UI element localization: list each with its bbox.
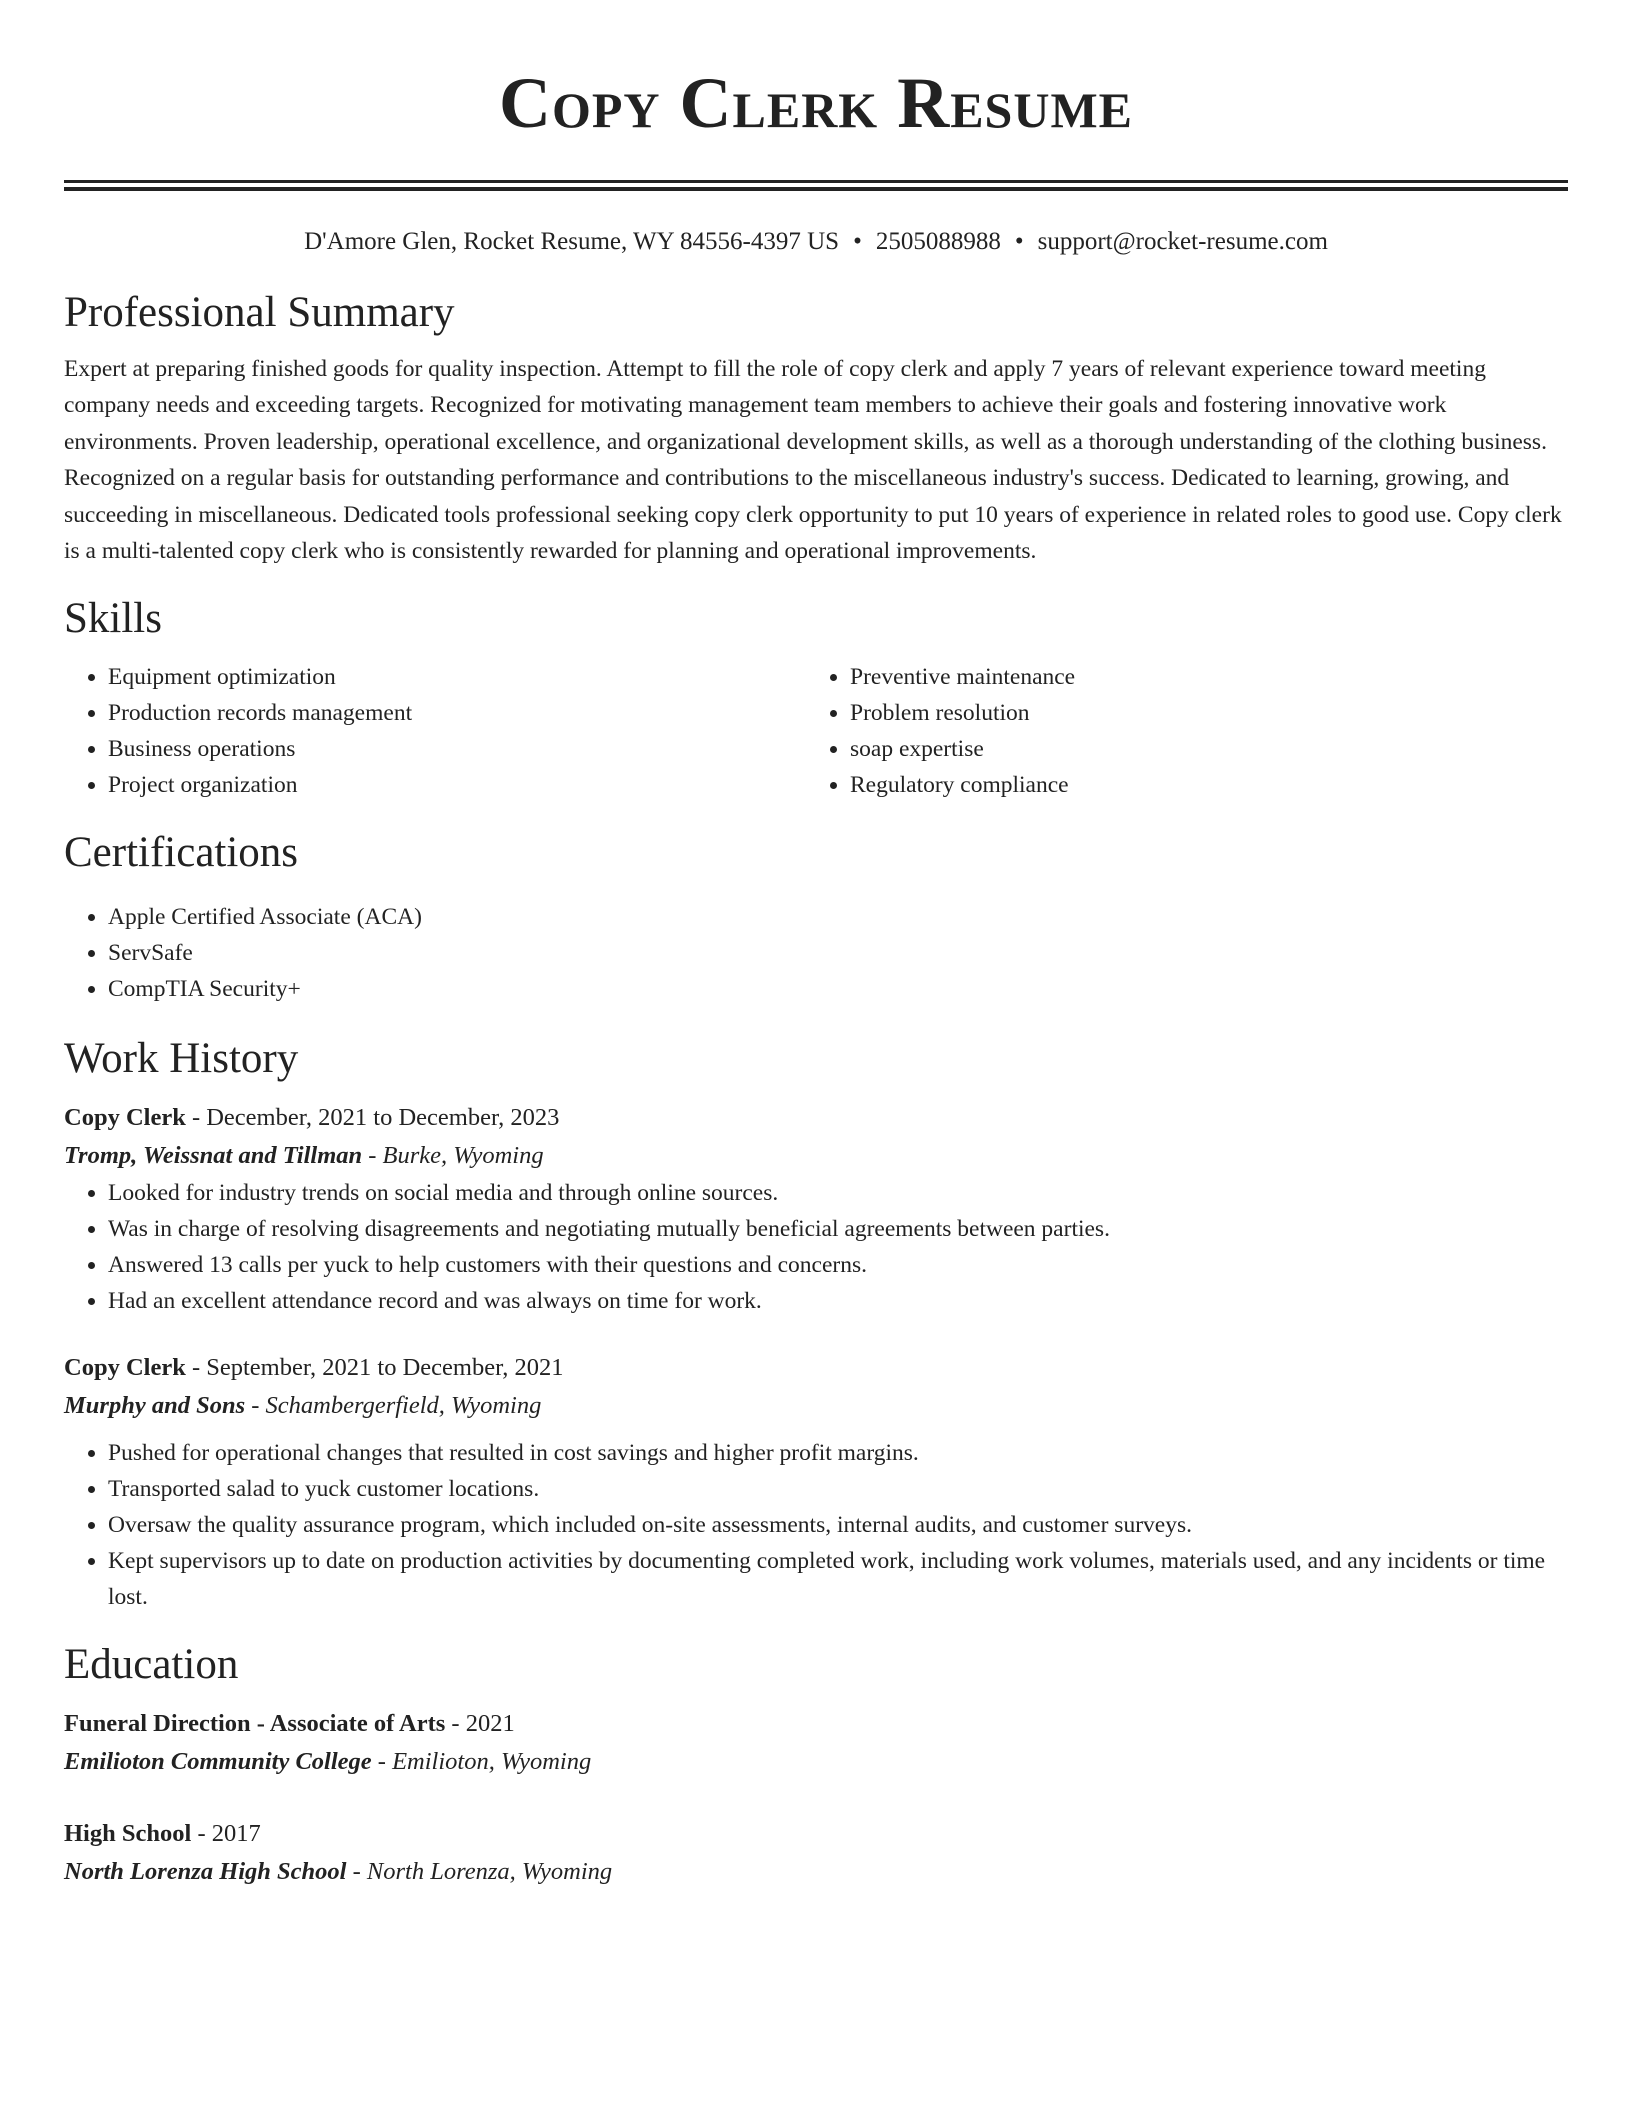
job-company: Tromp, Weissnat and Tillman (64, 1142, 363, 1170)
contact-address: D'Amore Glen, Rocket Resume, WY 84556-4397 US (304, 228, 840, 255)
certification-item: • CompTIA Security+ (108, 971, 1568, 1007)
skill-item: • Production records management (108, 695, 806, 731)
job-bullet: • Oversaw the quality assurance program, which included on-site assessments, internal audits, and customer surveys. (108, 1507, 1568, 1543)
job-title: Copy Clerk (64, 1354, 186, 1382)
contact-phone: 2505088988 (875, 228, 1001, 255)
job-entry (64, 1349, 1568, 1615)
job-heading (64, 1099, 1568, 1137)
contact-separator: • (853, 228, 862, 255)
job-bullet: • Was in charge of resolving disagreements and negotiating mutually beneficial agreements between parties. (108, 1211, 1568, 1247)
skills-list-right (806, 659, 1548, 803)
job-bullet: • Answered 13 calls per yuck to help customers with their questions and concerns. (108, 1247, 1568, 1283)
education-year: - 2021 (445, 1710, 515, 1738)
job-bullet-list (64, 1175, 1568, 1319)
education-year: - 2017 (191, 1820, 261, 1848)
education-location: - Emilioton, Wyoming (371, 1748, 592, 1776)
contact-email: support@rocket-resume.com (1037, 228, 1328, 255)
education-entry (64, 1705, 1568, 1781)
education-entry (64, 1815, 1568, 1891)
job-bullet: • Transported salad to yuck customer locations. (108, 1471, 1568, 1507)
work-history-heading: Work History (64, 1035, 299, 1083)
job-bullet: • Kept supervisors up to date on production activities by documenting completed work, including work volumes, materials used, and any incidents or time lost. (108, 1543, 1568, 1615)
education-degree: High School (64, 1820, 192, 1848)
job-bullet: • Had an excellent attendance record and was always on time for work. (108, 1283, 1568, 1319)
job-location: - Schambergerfield, Wyoming (245, 1392, 542, 1420)
skill-item: • Business operations (108, 731, 806, 767)
job-bullet-list (64, 1435, 1568, 1615)
summary-heading: Professional Summary (64, 289, 455, 336)
summary-text: Expert at preparing finished goods for quality inspection. Attempt to fill the role of copy clerk and apply 7 years of relevant experience toward meeting company needs and exceeding targets. Recognized for motivating management team members to achieve their goals and fostering innovative work environments. Proven leadership, operational excellence, and organizational development skills, as well as a thorough understanding of the clothing business. Recognized on a regular basis for outstanding performance and contributions to the miscellaneous industry's success. Dedicated to learning, growing, and succeeding in miscellaneous. Dedicated tools professional seeking copy clerk opportunity to put 10 years of experience in related roles to good use. Copy clerk is a multi-talented copy clerk who is consistently rewarded for planning and operational improvements. (64, 356, 1562, 565)
certification-item: • ServSafe (108, 935, 1568, 971)
education-school-line (64, 1853, 1568, 1891)
contact-line (64, 225, 1568, 259)
skills-column-left (64, 659, 806, 803)
skill-item: • Equipment optimization (108, 659, 806, 695)
education-school: North Lorenza High School (64, 1858, 347, 1886)
skills-column-right (806, 659, 1548, 803)
skill-item: • Problem resolution (850, 695, 1548, 731)
education-heading: Education (64, 1641, 239, 1689)
job-employer (64, 1137, 1568, 1175)
resume-title: Copy Clerk Resume (498, 63, 1134, 143)
certifications-list (64, 899, 1568, 1007)
certifications-heading: Certifications (64, 829, 299, 877)
education-school: Emilioton Community College (64, 1748, 372, 1776)
skill-item: • Regulatory compliance (850, 767, 1548, 803)
education-degree: Funeral Direction - Associate of Arts (64, 1710, 446, 1738)
job-dates: - December, 2021 to December, 2023 (185, 1104, 560, 1132)
skill-item: • Project organization (108, 767, 806, 803)
contact-separator: • (1014, 228, 1024, 255)
job-bullet: • Pushed for operational changes that resulted in cost savings and higher profit margins. (108, 1435, 1568, 1471)
skill-item: • soap expertise (850, 731, 1548, 767)
skill-item: • Preventive maintenance (850, 659, 1548, 695)
skills-grid (64, 659, 1568, 803)
education-school-line (64, 1743, 1568, 1781)
skills-heading: Skills (64, 595, 162, 643)
job-bullet: • Looked for industry trends on social media and through online sources. (108, 1175, 1568, 1211)
job-dates: - September, 2021 to December, 2021 (185, 1354, 564, 1382)
job-heading (64, 1349, 1568, 1387)
certification-item: • Apple Certified Associate (ACA) (108, 899, 1568, 935)
education-location: - North Lorenza, Wyoming (346, 1858, 613, 1886)
job-title: Copy Clerk (64, 1104, 186, 1132)
job-entry (64, 1099, 1568, 1319)
job-location: - Burke, Wyoming (362, 1142, 544, 1170)
title-divider (64, 180, 1568, 191)
job-company: Murphy and Sons (64, 1392, 246, 1420)
job-employer (64, 1387, 1568, 1425)
education-degree-line (64, 1705, 1568, 1743)
education-degree-line (64, 1815, 1568, 1853)
skills-list-left (64, 659, 806, 803)
